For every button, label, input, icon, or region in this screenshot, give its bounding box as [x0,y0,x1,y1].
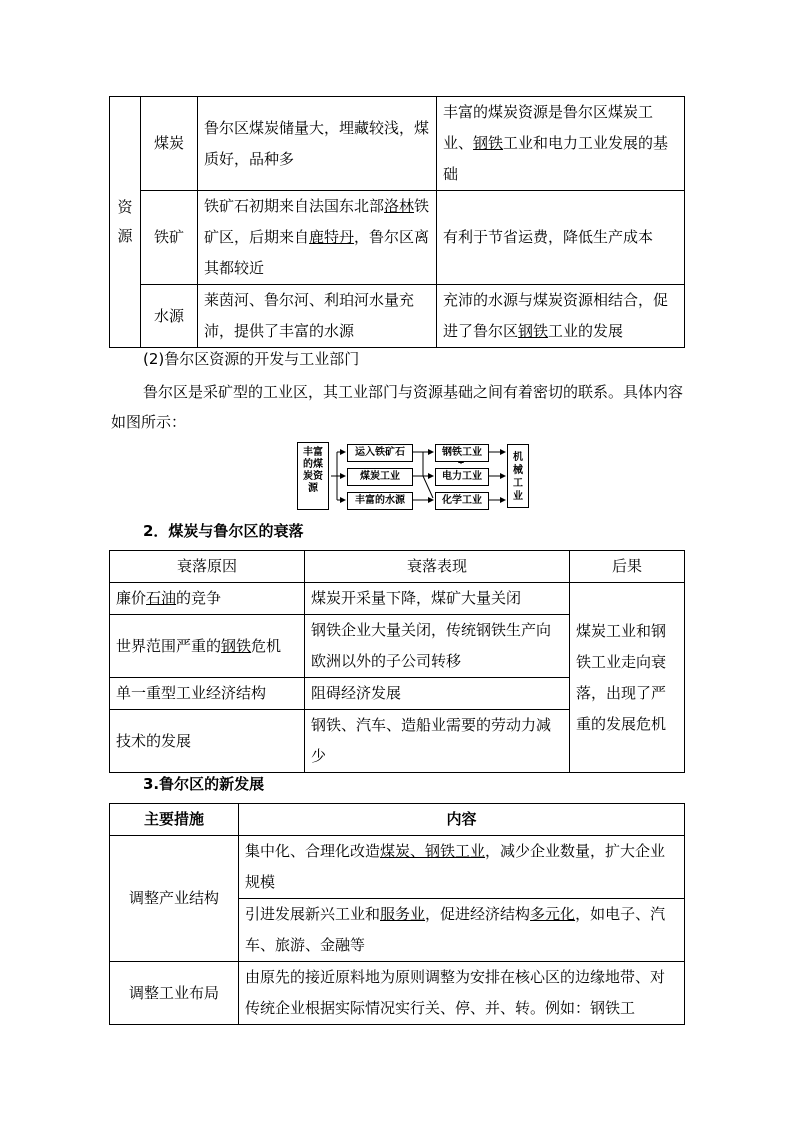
decline-cause-oil: 廉价石油的竞争 [110,583,305,615]
industry-flow-diagram [297,440,533,512]
decline-cause-steel: 世界范围严重的钢铁危机 [110,615,305,678]
decline-header-cause: 衰落原因 [110,551,305,583]
diagram-industry-chemical: 化学工业 [435,492,489,510]
decline-effect-steel: 钢铁企业大量关闭，传统钢铁生产向欧洲以外的子公司转移 [305,615,570,678]
decline-effect-oil: 煤炭开采量下降，煤矿大量关闭 [305,583,570,615]
diagram-input-coal: 煤炭工业 [347,468,413,486]
measure-industry-structure: 调整产业结构 [110,836,239,962]
content-structure-2: 引进发展新兴工业和服务业，促进经济结构多元化，如电子、汽车、旅游、金融等 [239,899,685,962]
diagram-input-iron: 运入铁矿石 [347,444,413,462]
section2-paragraph: 鲁尔区是采矿型的工业区，其工业部门与资源基础之间有着密切的联系。具体内容如图所示： [111,383,684,431]
diagram-final-machinery: 机械工业 [507,444,529,508]
resource-desc-coal: 鲁尔区煤炭储量大，埋藏较浅，煤质好，品种多 [198,97,437,191]
section-decline-title: 2．煤炭与鲁尔区的衰落 [143,522,304,540]
decline-cause-structure: 单一重型工业经济结构 [110,678,305,710]
diagram-source-box: 丰富的煤炭资源 [297,442,329,510]
diagram-industry-steel: 钢铁工业 [435,444,489,462]
decline-table [109,550,685,773]
decline-cause-technology: 技术的发展 [110,710,305,773]
decline-effect-structure: 阻碍经济发展 [305,678,570,710]
decline-effect-technology: 钢铁、汽车、造船业需要的劳动力减少 [305,710,570,773]
diagram-industry-power: 电力工业 [435,468,489,486]
new-development-table [109,803,685,1025]
diagram-input-water: 丰富的水源 [347,492,413,510]
resource-effect-iron: 有利于节省运费，降低生产成本 [437,191,685,285]
diagram-arrows [297,440,533,512]
section-new-title: 3.鲁尔区的新发展 [143,775,265,793]
resource-name-water: 水源 [141,285,198,348]
resource-table [109,96,685,348]
section2-subheading: (2)鲁尔区资源的开发与工业部门 [143,350,360,368]
new-header-content: 内容 [239,804,685,836]
resource-desc-iron: 铁矿石初期来自法国东北部洛林铁矿区，后期来自鹿特丹，鲁尔区离其都较近 [198,191,437,285]
measure-industry-layout: 调整工业布局 [110,962,239,1025]
resource-group-label [110,97,141,348]
resource-effect-water: 充沛的水源与煤炭资源相结合，促进了鲁尔区钢铁工业的发展 [437,285,685,348]
decline-header-effect: 衰落表现 [305,551,570,583]
new-header-measure: 主要措施 [110,804,239,836]
decline-consequence: 煤炭工业和钢铁工业走向衰落，出现了严重的发展危机 [570,583,685,773]
decline-header-consequence: 后果 [570,551,685,583]
resource-effect-coal: 丰富的煤炭资源是鲁尔区煤炭工业、钢铁工业和电力工业发展的基础 [437,97,685,191]
content-layout-1: 由原先的接近原料地为原则调整为安排在核心区的边缘地带、对传统企业根据实际情况实行关、停、并、转。例如：钢铁工 [239,962,685,1025]
content-structure-1: 集中化、合理化改造煤炭、钢铁工业，减少企业数量，扩大企业规模 [239,836,685,899]
resource-name-coal: 煤炭 [141,97,198,191]
resource-desc-water: 莱茵河、鲁尔河、利珀河水量充沛，提供了丰富的水源 [198,285,437,348]
resource-name-iron: 铁矿 [141,191,198,285]
group-label-text: 资源 [117,198,133,245]
